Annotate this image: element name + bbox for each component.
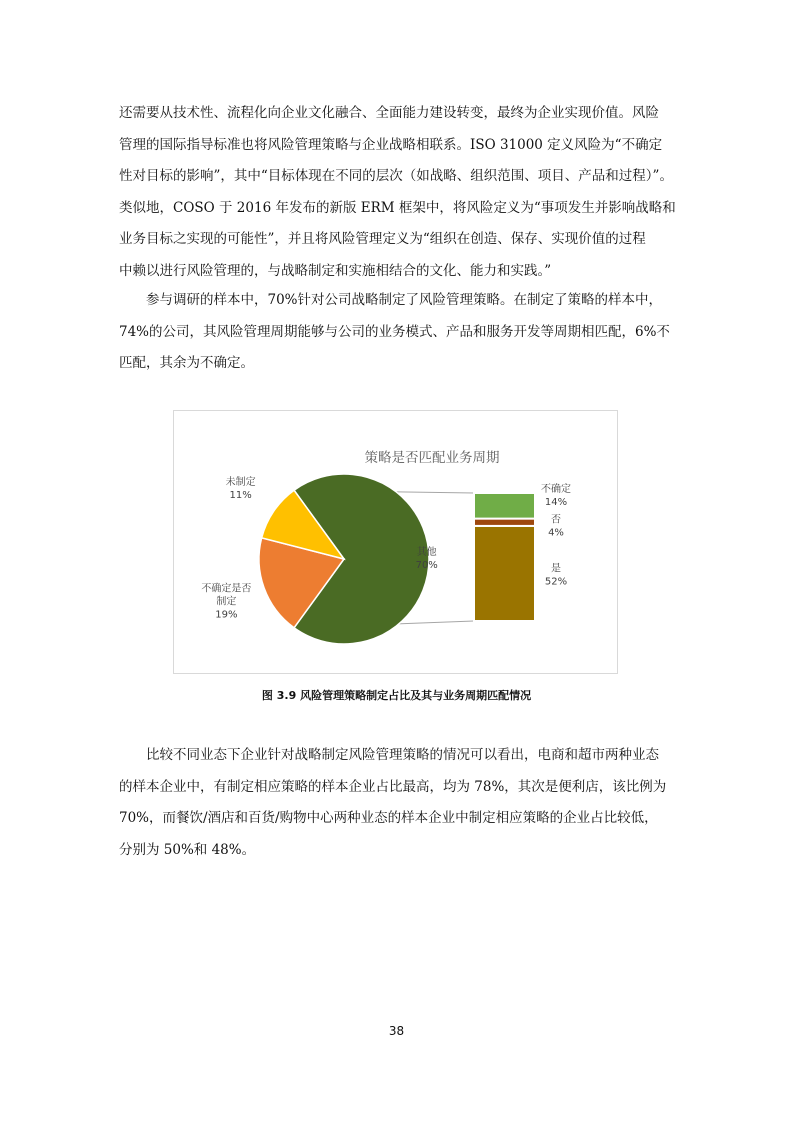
text-line: 业务目标之实现的可能性”，并且将风险管理定义为“组织在创造、保存、实现价值的过程 — [119, 231, 646, 247]
bar-segment-1 — [474, 519, 535, 526]
pie-label-0: 其他 70% — [415, 547, 438, 571]
bar-label-1: 否 4% — [548, 514, 564, 539]
text-line: 管理的国际指导标准也将风险管理策略与企业战略相联系。ISO 31000 定义风险为“不确定 — [119, 136, 663, 153]
text-line: 74%的公司，其风险管理周期能够与公司的业务模式、产品和服务开发等周期相匹配，6%不 — [119, 323, 670, 340]
text-line: 的样本企业中，有制定相应策略的样本企业占比最高，均为 78%，其次是便利店，该比例为 — [119, 778, 667, 795]
page-number: 38 — [388, 1024, 405, 1038]
pie-label-1: 不确定是否制定 19% — [201, 583, 252, 621]
text-line: 分别为 50%和 48%。 — [119, 841, 256, 858]
text-line: 中赖以进行风险管理的，与战略制定和实施相结合的文化、能力和实践。” — [119, 262, 552, 279]
chart-canvas — [174, 411, 619, 675]
figure-caption: 图 3.9 风险管理策略制定占比及其与业务周期匹配情况 — [261, 689, 532, 702]
pie-group — [259, 474, 429, 644]
chart-title: 策略是否匹配业务周期 — [364, 450, 500, 466]
paragraph-strategy-definition — [119, 98, 675, 287]
bar-label-2: 不确定 14% — [541, 484, 571, 508]
text-line: 类似地，COSO 于 2016 年发布的新版 ERM 框架中，将风险定义为“事项发生并影响战略和 — [119, 199, 676, 216]
text-line: 匹配，其余为不确定。 — [119, 355, 254, 371]
stacked-bar-group — [474, 493, 535, 621]
text-line: 参与调研的样本中，70%针对公司战略制定了风险管理策略。在制定了策略的样本中， — [146, 292, 663, 308]
paragraph-survey-result — [119, 285, 675, 380]
bar-label-0: 是 52% — [544, 563, 568, 588]
bar-segment-0 — [474, 526, 535, 621]
text-line: 还需要从技术性、流程化向企业文化融合、全面能力建设转变，最终为企业实现价值。风险 — [119, 105, 659, 121]
text-line: 比较不同业态下企业针对战略制定风险管理策略的情况可以看出，电商和超市两种业态 — [146, 747, 659, 763]
paragraph-industry-comparison — [119, 740, 675, 866]
bar-segment-2 — [474, 493, 535, 519]
text-line: 性对目标的影响”，其中“目标体现在不同的层次（如战略、组织范围、项目、产品和过程）”。 — [119, 168, 673, 184]
pie-label-2: 未制定 11% — [225, 477, 256, 502]
text-line: 70%，而餐饮/酒店和百货/购物中心两种业态的样本企业中制定相应策略的企业占比较低， — [119, 810, 658, 826]
bar-of-pie-chart — [173, 410, 618, 674]
